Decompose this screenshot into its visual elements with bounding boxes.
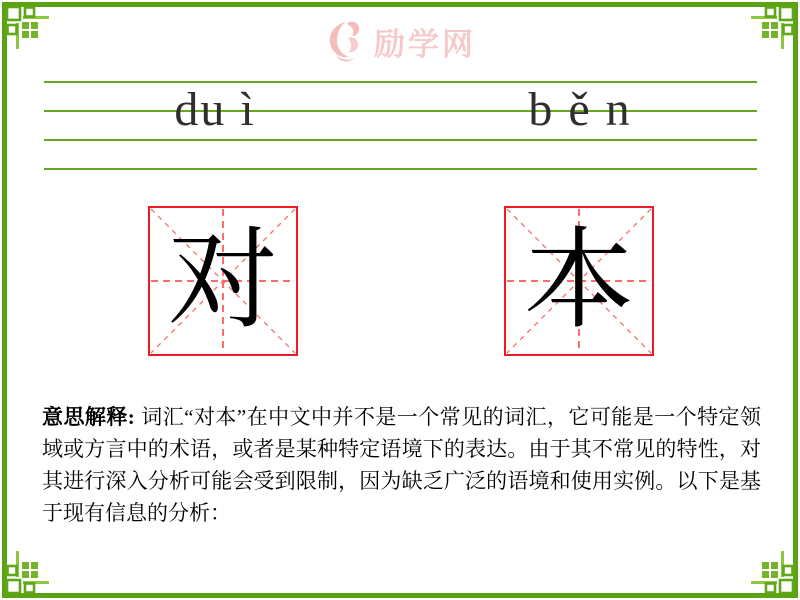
meaning-text: 词汇“对本”在中文中并不是一个常见的词汇，它可能是一个特定领域或方言中的术语，或者是某种特定语境下的表达。由于其不常见的特性，对其进行深入分析可能会受到限制，因为缺乏广泛的语境和使用实例。以下是基于现有信息的分析：: [42, 405, 762, 525]
site-logo-text: 励学网: [374, 26, 476, 62]
corner-ornament-icon: [2, 550, 50, 598]
character-grid-dui: [148, 206, 298, 356]
character-ben: 本: [524, 220, 634, 342]
frame-border-top: [2, 2, 798, 7]
meaning-paragraph: [42, 401, 761, 529]
meaning-label: 意思解释:: [42, 405, 135, 429]
pinyin-rule-line: [44, 81, 757, 83]
site-logo: [0, 18, 800, 64]
pinyin-rule-line: [44, 139, 757, 141]
pinyin-rule-line: [44, 168, 757, 170]
character-dui: 对: [168, 220, 278, 342]
swirl-brand-icon: [324, 19, 366, 63]
corner-ornament-icon: [750, 550, 798, 598]
frame-border-left: [2, 2, 7, 598]
pinyin-word-dui: du ì: [174, 83, 256, 136]
character-grid-ben: [504, 206, 654, 356]
frame-border-right: [793, 2, 798, 598]
pinyin-word-ben: b ě n: [528, 83, 632, 136]
frame-border-bottom: [2, 593, 798, 598]
